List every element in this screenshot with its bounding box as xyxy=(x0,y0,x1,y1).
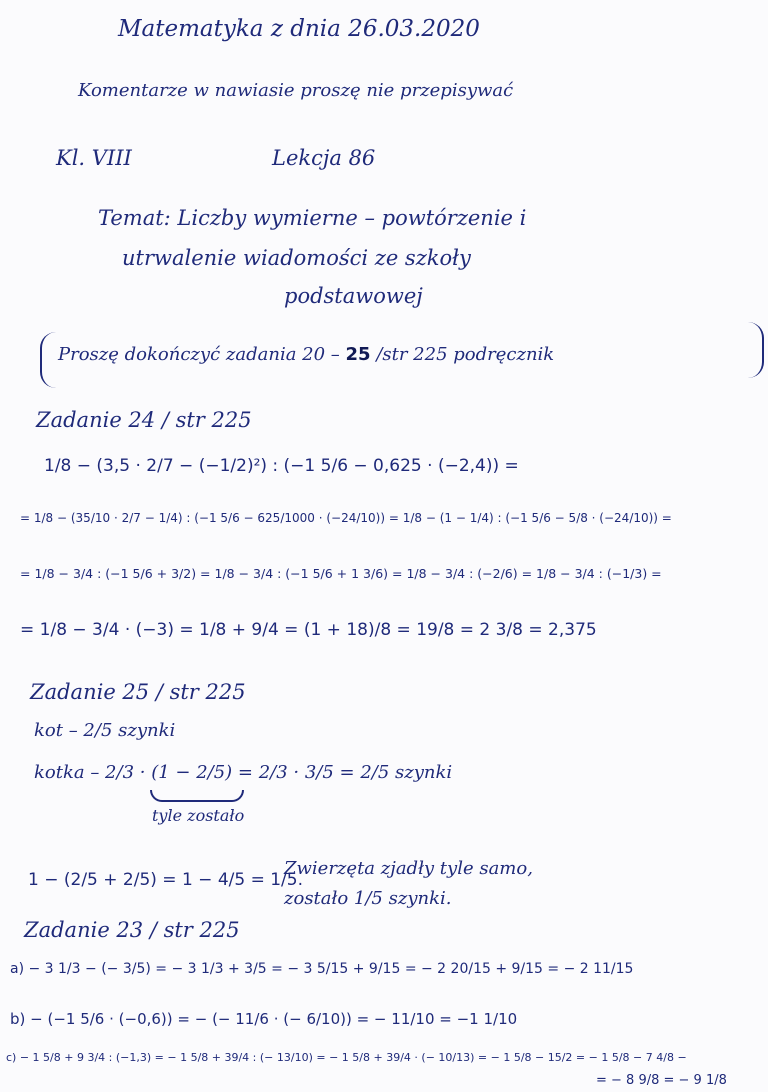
task25-line-2: kotka – 2/3 · (1 − 2/5) = 2/3 · 3/5 = 2/5 szynki xyxy=(34,762,453,783)
lesson-label: Lekcja 86 xyxy=(272,146,376,170)
task25-line-3: 1 − (2/5 + 2/5) = 1 − 4/5 = 1/5. xyxy=(28,870,303,890)
task25-answer-1: Zwierzęta zjadły tyle samo, xyxy=(284,858,533,879)
instruction-suffix: /str 225 podręcznik xyxy=(376,344,555,365)
instruction xyxy=(58,346,554,364)
task25-heading: Zadanie 25 / str 225 xyxy=(30,680,246,704)
class-label: Kl. VIII xyxy=(56,146,132,170)
task23-b: b) − (−1 5/6 · (−0,6)) = − (− 11/6 · (− 6/10)) = − 11/10 = −1 1/10 xyxy=(10,1010,518,1028)
task25-line-1: kot – 2/5 szynki xyxy=(34,720,176,741)
topic-line-1: Temat: Liczby wymierne – powtórzenie i xyxy=(98,206,527,230)
remaining-brace xyxy=(150,790,244,802)
brace-note: tyle zostało xyxy=(152,806,245,825)
task23-heading: Zadanie 23 / str 225 xyxy=(24,918,240,942)
task24-line-1: 1/8 − (3,5 · 2/7 − (−1/2)²) : (−1 5/6 − 0,625 · (−2,4)) = xyxy=(44,456,519,476)
task23-c-tail: = − 8 9/8 = − 9 1/8 xyxy=(596,1073,727,1088)
task24-line-2: = 1/8 − (35/10 · 2/7 − 1/4) : (−1 5/6 − 625/1000 · (−24/10)) = 1/8 − (1 − 1/4) : (−1 5/6 − 5/8 · (−24/10)) = xyxy=(20,511,672,525)
task24-heading: Zadanie 24 / str 225 xyxy=(36,408,252,432)
instruction-open-paren xyxy=(40,332,56,388)
instruction-close-paren xyxy=(748,322,764,378)
task23-a: a) − 3 1/3 − (− 3/5) = − 3 1/3 + 3/5 = − 3 5/15 + 9/15 = − 2 20/15 + 9/15 = − 2 11/15 xyxy=(10,961,634,977)
instruction-bold-number: 25 xyxy=(345,344,371,365)
topic-line-3: podstawowej xyxy=(284,284,423,308)
note-line: Komentarze w nawiasie proszę nie przepisywać xyxy=(78,80,514,101)
date-line: Matematyka z dnia 26.03.2020 xyxy=(118,16,480,42)
task23-c: c) − 1 5/8 + 9 3/4 : (−1,3) = − 1 5/8 + 39/4 : (− 13/10) = − 1 5/8 + 39/4 · (− 10/13) = − 1 5/8 − 15/2 = − 1 5/8 − 7 4/8 − xyxy=(6,1051,687,1064)
instruction-prefix: Proszę dokończyć zadania 20 – xyxy=(58,344,340,365)
task24-line-4: = 1/8 − 3/4 · (−3) = 1/8 + 9/4 = (1 + 18)/8 = 19/8 = 2 3/8 = 2,375 xyxy=(20,620,597,640)
task25-answer-2: zostało 1/5 szynki. xyxy=(284,888,452,909)
task24-line-3: = 1/8 − 3/4 : (−1 5/6 + 3/2) = 1/8 − 3/4 : (−1 5/6 + 1 3/6) = 1/8 − 3/4 : (−2/6) = 1/8 − 3/4 : (−1/3) = xyxy=(20,566,662,581)
topic-line-2: utrwalenie wiadomości ze szkoły xyxy=(122,246,471,270)
